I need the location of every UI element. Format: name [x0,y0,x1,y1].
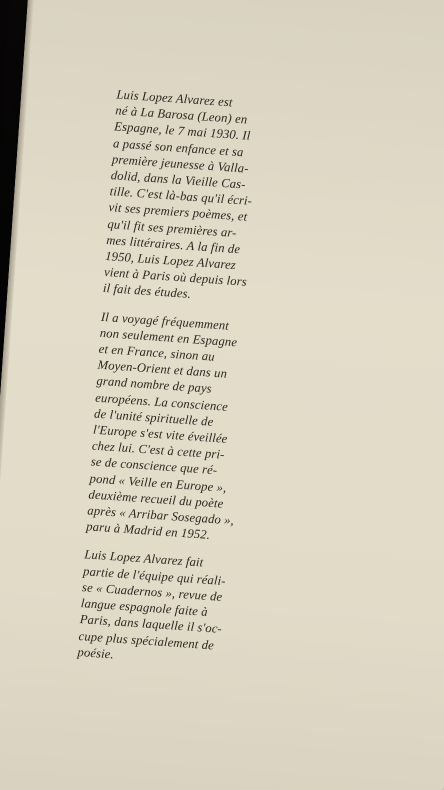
paragraph-birth: Luis Lopez Alvarez est né à La Barosa (Leon) en Espagne, le 7 mai 1930. Il a passé son enfance et sa première jeunesse à Valla- dolid, dans la Vieille Cas- tille. C'est là-bas qu'il écri- vit ses premiers poèmes, et qu'il fit ses premières ar- mes littéraires. A la fin de 1950, Luis Lopez Alvarez vient à Paris où depuis lors il fait des études. [102,87,253,302]
paragraph-cuadernos: Luis Lopez Alvarez fait partie de l'équipe qui réali- se « Cuadernos », revue de langue espagnole faite à Paris, dans laquelle il s'oc- cupe plus spécialement de poésie. [77,547,227,662]
paragraph-travels: Il a voyagé fréquemment non seulement en Espagne et en France, sinon au Moyen-Orient et dans un grand nombre de pays européens. La conscience de l'unité spirituelle de l'Europe s'est vite éveillée chez lui. C'est à cette pri- se de conscience que ré- pond « Veille en Europe », deuxième recueil du poète après « Arribar Sosegado », paru à Madrid en 1952. [85,309,238,543]
biography-text [76,86,366,689]
